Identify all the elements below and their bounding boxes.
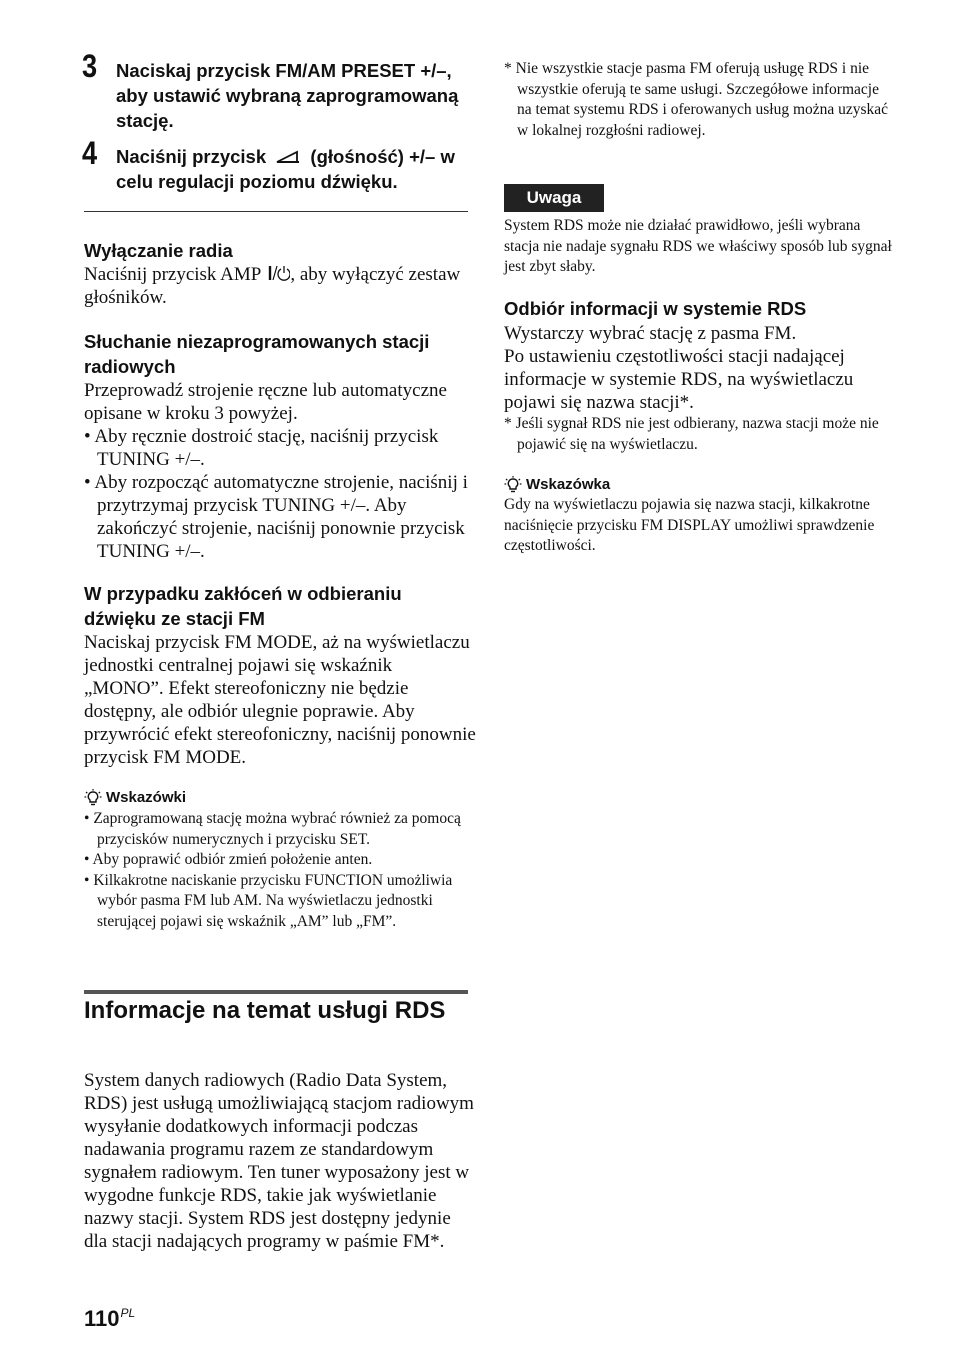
list-item: • Aby rozpocząć automatyczne strojenie, naciśnij i przytrzymaj przycisk TUNING +/–. Aby zakończyć strojenie, naciśnij ponownie przycisk TUNING +/–. bbox=[84, 472, 468, 562]
page-number: $110^{PL}$ bbox=[84, 1306, 136, 1331]
note-label: Uwaga bbox=[504, 184, 604, 212]
rds-receive-text-1: Wystarczy wybrać stację z pasma FM. bbox=[504, 323, 797, 344]
unprogrammed-text: Przeprowadź strojenie ręczne lub automatyczne opisane w kroku 3 powyżej. bbox=[84, 380, 447, 424]
lightbulb-icon bbox=[84, 789, 102, 807]
unprogrammed-heading: Słuchanie niezaprogramowanych stacji radiowych bbox=[84, 331, 430, 377]
lightbulb-icon bbox=[504, 476, 522, 494]
rds-footnote: * Nie wszystkie stacje pasma FM oferują usługę RDS i nie wszystkie oferują te same usługi. Szczegółowe informacje na temat systemu RDS i oferowanych usług można uzyskać w lokalnej rozgłośni radiowej. bbox=[504, 60, 889, 139]
radio-off-heading: Wyłączanie radia bbox=[84, 240, 233, 261]
tip-heading: Wskazówka bbox=[504, 476, 610, 494]
list-item: • Aby poprawić odbiór zmień położenie anten. bbox=[84, 851, 373, 868]
tips-list bbox=[84, 809, 476, 932]
step-number-3: 3 bbox=[82, 48, 98, 84]
section-divider-thick bbox=[84, 990, 468, 994]
tips-heading: Wskazówki bbox=[84, 789, 186, 807]
rds-receive-footnote: * Jeśli sygnał RDS nie jest odbierany, nazwa stacji może nie pojawić się na wyświetlaczu. bbox=[504, 415, 879, 453]
radio-off-text-before: Naciśnij przycisk AMP bbox=[84, 264, 261, 285]
list-item: • Zaprogramowaną stację można wybrać również za pomocą przycisków numerycznych i przycisku SET. bbox=[84, 810, 461, 848]
rds-receive-heading: Odbiór informacji w systemie RDS bbox=[504, 298, 807, 319]
tip-text: Gdy na wyświetlaczu pojawia się nazwa stacji, kilkakrotne naciśnięcie przycisku FM DISPLAY umożliwi sprawdzenie częstotliwości. bbox=[504, 496, 875, 554]
rds-section-text: System danych radiowych (Radio Data System, RDS) jest usługą umożliwiającą stacjom radiowym wysyłanie dodatkowych informacji podczas nadawania programu razem ze standardowym sygnałem radiowym. Ten tuner wyposażony jest w wygodne funkcje RDS, takie jak wyświetlanie nazwy stacji. System RDS jest dostępny jedynie dla stacji nadających programy w paśmie FM*. bbox=[84, 1070, 474, 1252]
list-item: • Kilkakrotne naciskanie przycisku FUNCTION umożliwia wybór pasma FM lub AM. Na wyświetlaczu jednostki sterującej pojawi się wskaźnik „AM” lub „FM”. bbox=[84, 871, 453, 930]
step-3-text: Naciskaj przycisk FM/AM PRESET +/–, aby ustawić wybraną zaprogramowaną stację. bbox=[116, 60, 459, 131]
step-4-text-before: Naciśnij przycisk bbox=[116, 146, 267, 167]
step-4-text-after: (głośność) +/– w celu regulacji poziomu dźwięku. bbox=[116, 146, 455, 192]
list-item: • Aby ręcznie dostroić stację, naciśnij przycisk TUNING +/–. bbox=[84, 426, 439, 470]
radio-off-text bbox=[84, 263, 476, 309]
rds-receive-text-2: Po ustawieniu częstotliwości stacji nadającej informacje w systemie RDS, na wyświetlaczu pojawi się nazwa stacji*. bbox=[504, 346, 854, 413]
radio-off-text-after: , aby wyłączyć zestaw głośników. bbox=[84, 264, 461, 308]
volume-icon bbox=[275, 145, 301, 159]
step-number-4: 4 bbox=[82, 135, 98, 171]
section-divider bbox=[84, 211, 468, 212]
fm-interference-text: Naciskaj przycisk FM MODE, aż na wyświetlaczu jednostki centralnej pojawi się wskaźnik „MONO”. Efekt stereofoniczny nie będzie dostępny, ale odbiór ulegnie poprawie. Aby przywrócić efekt stereofoniczny, naciśnij ponownie przycisk FM MODE. bbox=[84, 632, 476, 768]
power-icon bbox=[268, 264, 290, 280]
unprogrammed-body bbox=[84, 379, 476, 563]
rds-section-heading: Informacje na temat usługi RDS bbox=[84, 997, 446, 1024]
note-text: System RDS może nie działać prawidłowo, jeśli wybrana stacja nie nadaje sygnału RDS we właściwy sposób lub sygnał jest zbyt słaby. bbox=[504, 217, 892, 275]
fm-interference-heading: W przypadku zakłóceń w odbieraniu dźwięku ze stacji FM bbox=[84, 583, 402, 629]
step-4-text bbox=[116, 144, 476, 194]
rds-receive-body bbox=[504, 322, 896, 414]
